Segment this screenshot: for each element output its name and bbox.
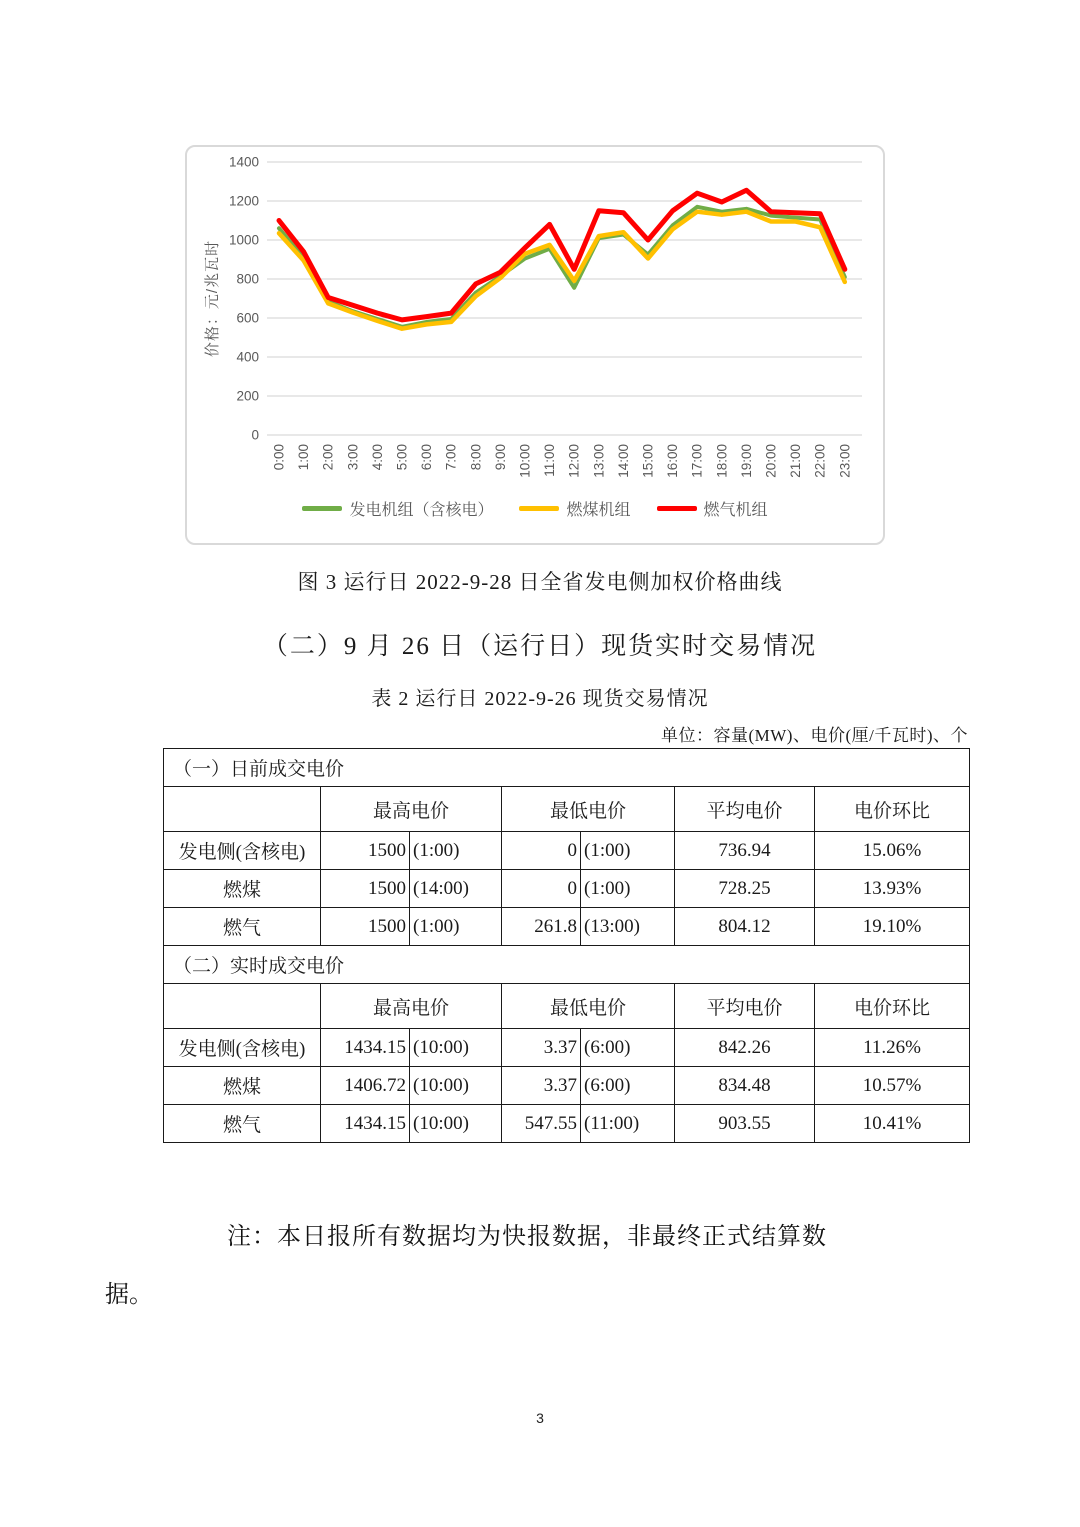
corner-cell (164, 984, 321, 1029)
y-tick-label: 1200 (228, 193, 259, 209)
mom-change: 19.10% (815, 908, 970, 946)
table-header-row (164, 787, 970, 832)
col-header-avg: 平均电价 (675, 984, 815, 1029)
mom-change: 11.26% (815, 1029, 970, 1067)
table-row (164, 1029, 970, 1067)
max-price: 1500 (321, 870, 410, 908)
table-row (164, 1067, 970, 1105)
min-price-time: (1:00) (581, 870, 675, 908)
max-price: 1406.72 (321, 1067, 410, 1105)
max-price-time: (1:00) (410, 908, 502, 946)
table-header-row (164, 984, 970, 1029)
chart-legend (187, 497, 883, 520)
col-header-mom: 电价环比 (815, 787, 970, 832)
x-tick-label: 4:00 (369, 444, 385, 471)
table-row (164, 1105, 970, 1143)
mom-change: 10.41% (815, 1105, 970, 1143)
min-price: 3.37 (502, 1067, 581, 1105)
min-price-time: (6:00) (581, 1029, 675, 1067)
price-curve-chart (185, 145, 885, 545)
price-chart-canvas (187, 147, 883, 487)
table-caption: 表 2 运行日 2022-9-26 现货交易情况 (371, 688, 709, 710)
avg-price: 834.48 (675, 1067, 815, 1105)
x-tick-label: 2:00 (320, 444, 336, 471)
table-row (164, 870, 970, 908)
x-tick-label: 22:00 (812, 444, 828, 478)
section-title: （二）实时成交电价 (164, 946, 970, 984)
row-label: 燃气 (164, 908, 321, 946)
avg-price: 728.25 (675, 870, 815, 908)
max-price: 1500 (321, 908, 410, 946)
x-tick-label: 23:00 (837, 444, 853, 478)
min-price-time: (11:00) (581, 1105, 675, 1143)
x-tick-label: 5:00 (394, 444, 410, 471)
legend-line-swatch-yellow (519, 506, 559, 511)
max-price-time: (14:00) (410, 870, 502, 908)
y-tick-label: 200 (236, 388, 259, 404)
col-header-mom: 电价环比 (815, 984, 970, 1029)
min-price-time: (13:00) (581, 908, 675, 946)
x-tick-label: 9:00 (492, 444, 508, 471)
row-label: 燃气 (164, 1105, 321, 1143)
max-price-time: (10:00) (410, 1029, 502, 1067)
section-title: （一）日前成交电价 (164, 749, 970, 787)
y-tick-label: 400 (236, 349, 259, 365)
y-tick-label: 1000 (228, 232, 259, 248)
min-price: 547.55 (502, 1105, 581, 1143)
table-section-title-row (164, 749, 970, 787)
y-tick-label: 0 (251, 427, 259, 443)
series-line-2 (279, 190, 845, 320)
min-price: 261.8 (502, 908, 581, 946)
y-tick-label: 800 (236, 271, 259, 287)
y-tick-label: 600 (236, 310, 259, 326)
x-tick-label: 6:00 (419, 444, 435, 471)
table-row (164, 832, 970, 870)
max-price: 1434.15 (321, 1105, 410, 1143)
x-tick-label: 14:00 (615, 444, 631, 478)
section-heading: （二）9 月 26 日（运行日）现货实时交易情况 (262, 633, 818, 660)
legend-item-coal (519, 497, 630, 520)
row-label: 发电侧(含核电) (164, 832, 321, 870)
footnote-line-1: 注：本日报所有数据均为快报数据，非最终正式结算数 (227, 1224, 827, 1250)
mom-change: 15.06% (815, 832, 970, 870)
min-price-time: (6:00) (581, 1067, 675, 1105)
x-tick-label: 10:00 (517, 444, 533, 478)
page-number: 3 (536, 1410, 544, 1426)
footnote-line-2: 据。 (105, 1282, 153, 1308)
avg-price: 804.12 (675, 908, 815, 946)
x-tick-label: 21:00 (788, 444, 804, 478)
unit-note: 单位：容量(MW)、电价(厘/千瓦时)、个 (660, 726, 968, 745)
col-header-max: 最高电价 (321, 984, 502, 1029)
min-price: 0 (502, 870, 581, 908)
min-price-time: (1:00) (581, 832, 675, 870)
x-tick-label: 0:00 (271, 444, 287, 471)
row-label: 燃煤 (164, 870, 321, 908)
max-price: 1500 (321, 832, 410, 870)
col-header-min: 最低电价 (502, 984, 675, 1029)
y-tick-label: 1400 (228, 154, 259, 170)
x-tick-label: 18:00 (714, 444, 730, 478)
x-tick-label: 13:00 (591, 444, 607, 478)
x-tick-label: 19:00 (738, 444, 754, 478)
legend-label: 燃煤机组 (566, 502, 631, 519)
legend-item-generators (302, 497, 493, 520)
max-price-time: (10:00) (410, 1067, 502, 1105)
x-tick-label: 1:00 (296, 444, 312, 471)
x-tick-label: 15:00 (640, 444, 656, 478)
x-tick-label: 20:00 (763, 444, 779, 478)
legend-label: 燃气机组 (703, 502, 768, 519)
legend-line-swatch-red (657, 506, 697, 511)
corner-cell (164, 787, 321, 832)
x-tick-label: 16:00 (665, 443, 681, 478)
legend-line-swatch-green (302, 506, 342, 511)
max-price-time: (10:00) (410, 1105, 502, 1143)
avg-price: 736.94 (675, 832, 815, 870)
trade-price-table (163, 748, 970, 1143)
mom-change: 10.57% (815, 1067, 970, 1105)
x-tick-label: 3:00 (345, 444, 361, 471)
avg-price: 842.26 (675, 1029, 815, 1067)
col-header-avg: 平均电价 (675, 787, 815, 832)
mom-change: 13.93% (815, 870, 970, 908)
row-label: 燃煤 (164, 1067, 321, 1105)
row-label: 发电侧(含核电) (164, 1029, 321, 1067)
x-tick-label: 11:00 (542, 444, 558, 477)
col-header-min: 最低电价 (502, 787, 675, 832)
legend-item-gas (657, 497, 768, 520)
col-header-max: 最高电价 (321, 787, 502, 832)
y-axis-title: 价格：元/兆瓦时 (204, 239, 221, 358)
figure-caption: 图 3 运行日 2022-9-28 日全省发电侧加权价格曲线 (297, 570, 783, 594)
x-tick-label: 8:00 (468, 444, 484, 471)
legend-label: 发电机组（含核电） (349, 502, 494, 519)
x-tick-label: 17:00 (689, 444, 705, 478)
x-tick-label: 12:00 (566, 444, 582, 478)
x-tick-label: 7:00 (443, 444, 459, 471)
max-price-time: (1:00) (410, 832, 502, 870)
table-row (164, 908, 970, 946)
min-price: 3.37 (502, 1029, 581, 1067)
min-price: 0 (502, 832, 581, 870)
avg-price: 903.55 (675, 1105, 815, 1143)
table-section-title-row (164, 946, 970, 984)
max-price: 1434.15 (321, 1029, 410, 1067)
